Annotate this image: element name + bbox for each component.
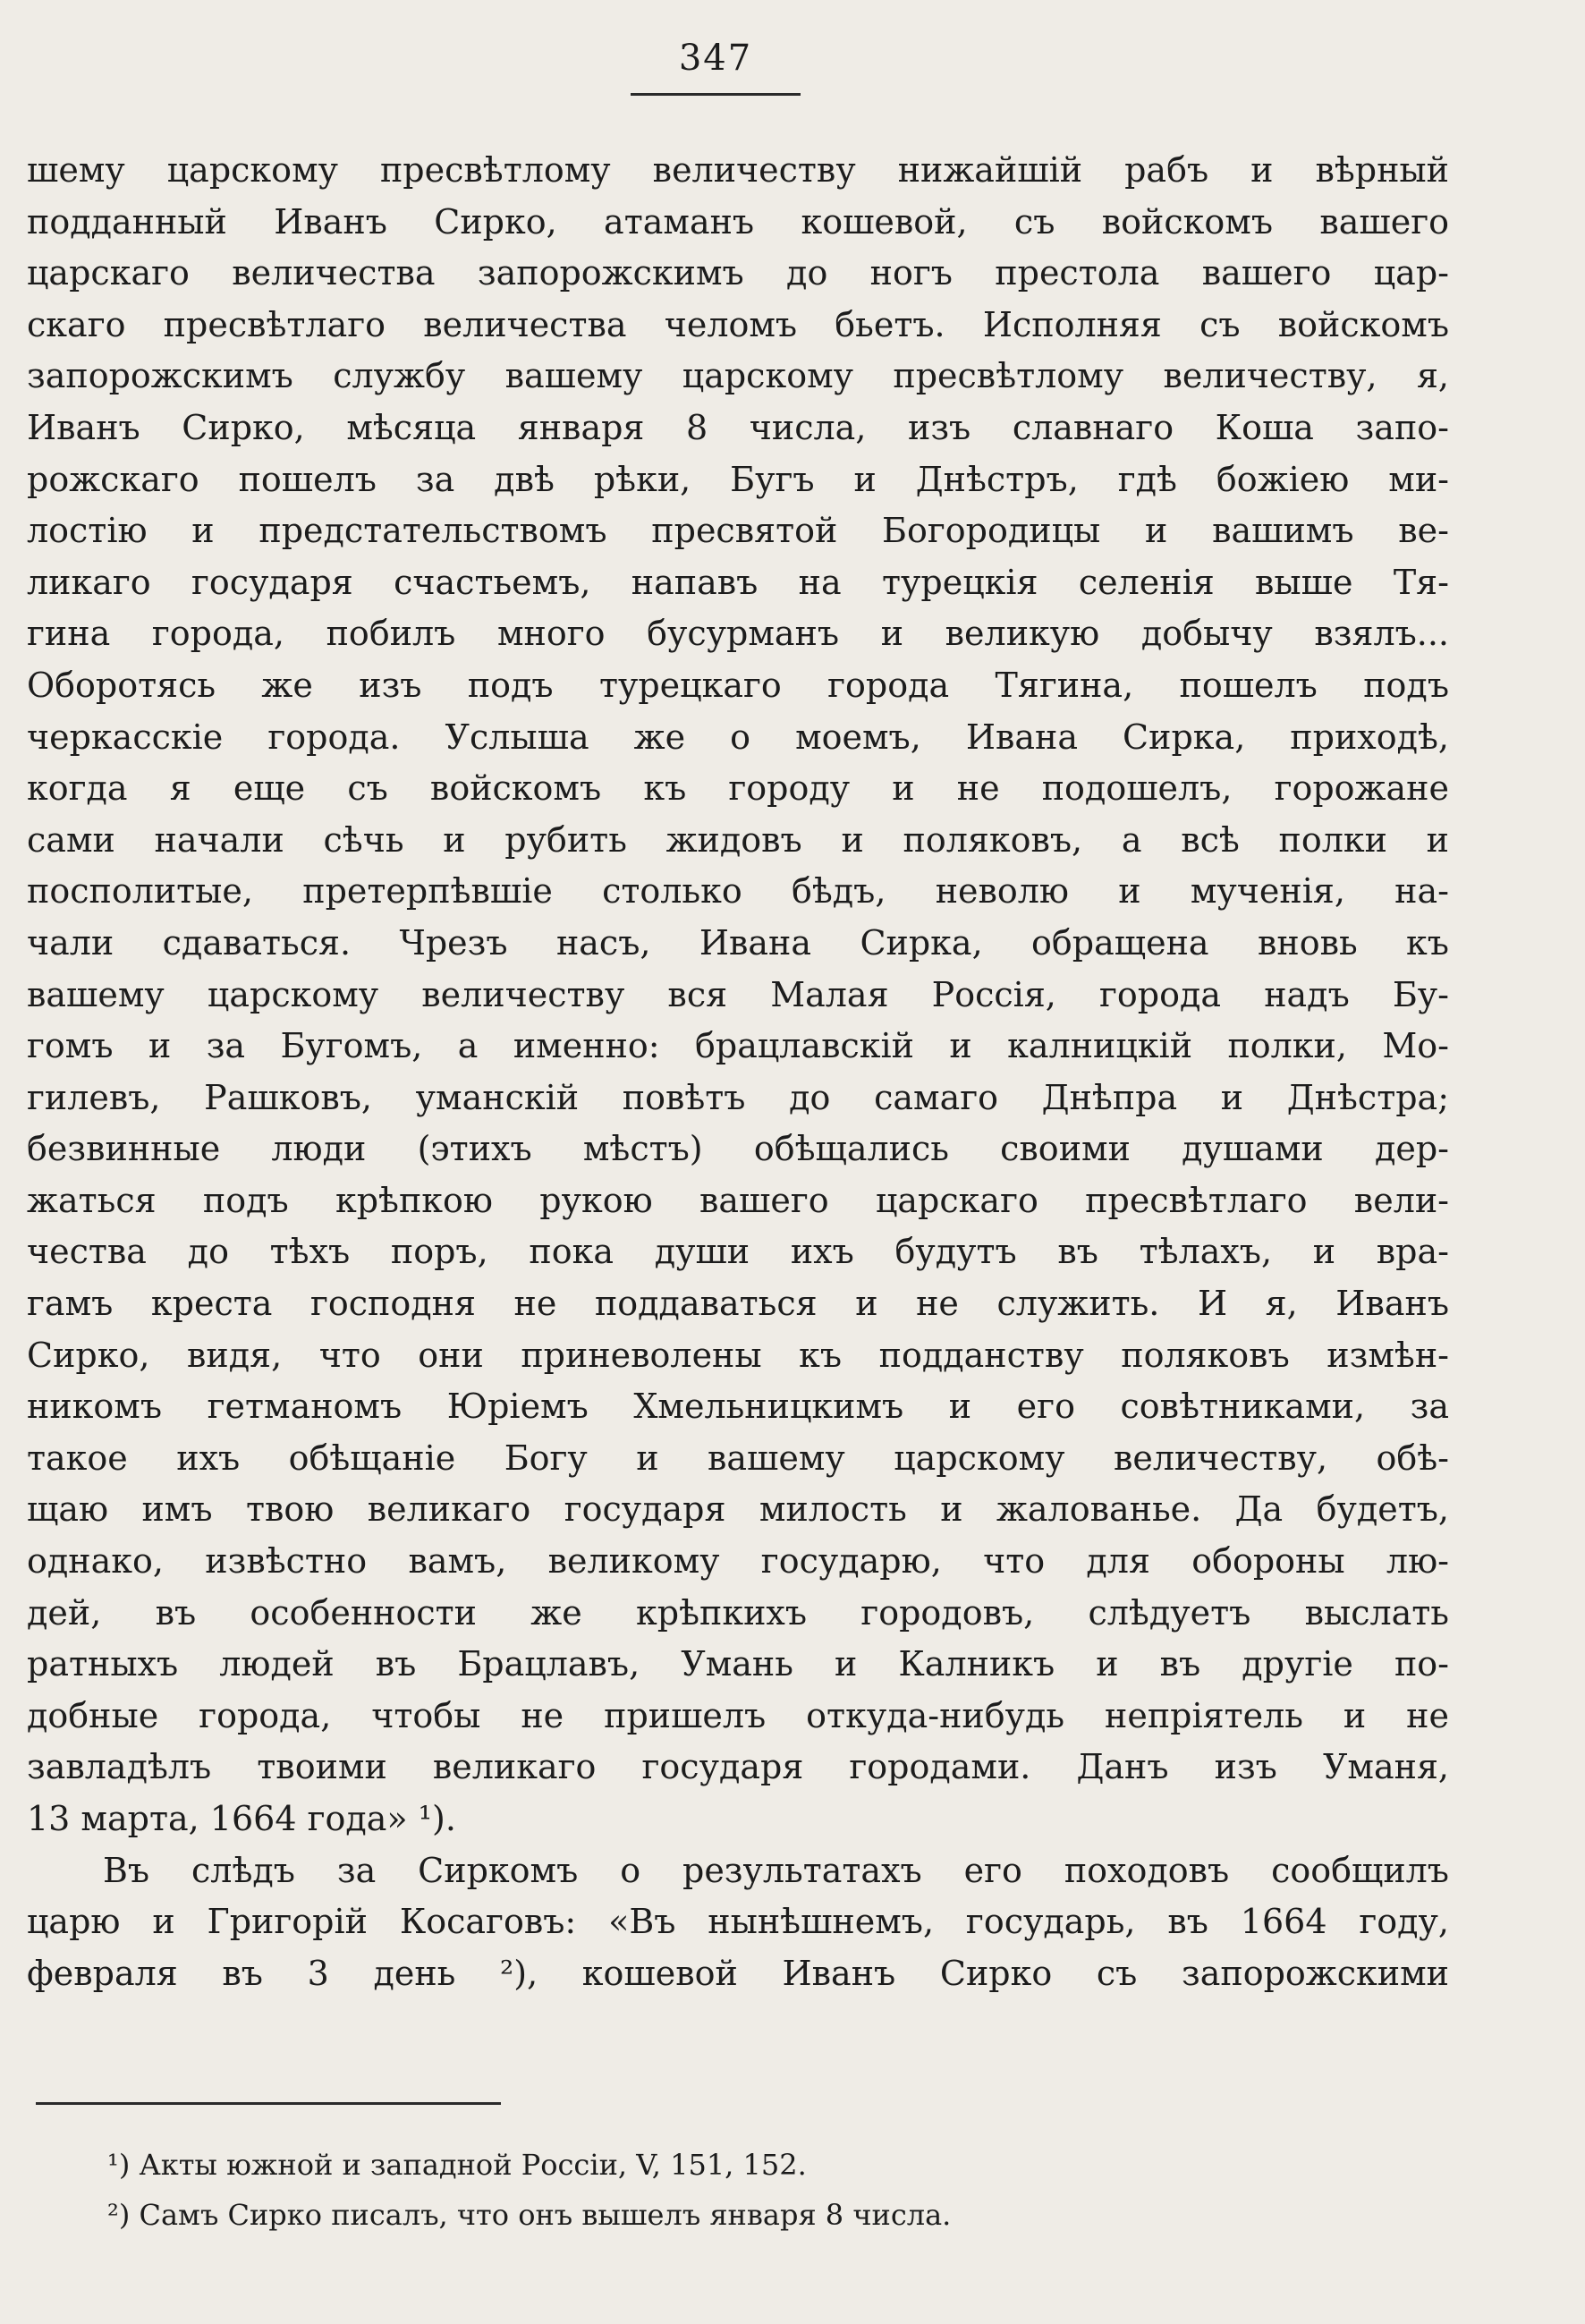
text-line: безвинные люди (этихъ мѣстъ) обѣщались своими душами дер- [27, 1129, 1449, 1169]
text-line: вашему царскому величеству вся Малая Россія, города надъ Бу- [27, 974, 1449, 1014]
footnote: ²) Самъ Сирко писалъ, что онъ вышелъ января 8 числа. [107, 2198, 952, 2232]
text-line: шему царскому пресвѣтлому величеству нижайшій рабъ и вѣрный [27, 150, 1449, 190]
text-line: гилевъ, Рашковъ, уманскій повѣтъ до самаго Днѣпра и Днѣстра; [27, 1077, 1449, 1117]
text-line: ликаго государя счастьемъ, напавъ на турецкія селенія выше Тя- [27, 562, 1449, 602]
text-line: Оборотясь же изъ подъ турецкаго города Тягина, пошелъ подъ [27, 665, 1449, 705]
text-line: запорожскимъ службу вашему царскому пресвѣтлому величеству, я, [27, 356, 1449, 396]
text-line: гамъ креста господня не поддаваться и не служить. И я, Иванъ [27, 1284, 1449, 1324]
text-line: ратныхъ людей въ Брацлавъ, Умань и Калникъ и въ другіе по- [27, 1644, 1449, 1684]
text-line: сами начали сѣчь и рубить жидовъ и поляковъ, а всѣ полки и [27, 819, 1449, 860]
text-line: никомъ гетманомъ Юріемъ Хмельницкимъ и его совѣтниками, за [27, 1387, 1449, 1427]
footnote: ¹) Акты южной и западной Россіи, V, 151, 152. [107, 2148, 807, 2182]
text-line: Въ слѣдъ за Сиркомъ о результатахъ его походовъ сообщилъ [103, 1850, 1449, 1890]
header-rule [631, 93, 801, 96]
text-line: царю и Григорій Косаговъ: «Въ нынѣшнемъ, государь, въ 1664 году, [27, 1902, 1449, 1942]
text-line: Иванъ Сирко, мѣсяца января 8 числа, изъ славнаго Коша запо- [27, 407, 1449, 447]
text-line: рожскаго пошелъ за двѣ рѣки, Бугъ и Днѣстръ, гдѣ божіею ми- [27, 459, 1449, 499]
text-line: когда я еще съ войскомъ къ городу и не подошелъ, горожане [27, 768, 1449, 809]
text-line: скаго пресвѣтлаго величества челомъ бьетъ. Исполняя съ войскомъ [27, 304, 1449, 344]
text-line: посполитые, претерпѣвшіе столько бѣдъ, неволю и мученія, на- [27, 871, 1449, 912]
text-line: Сирко, видя, что они приневолены къ подданству поляковъ измѣн- [27, 1335, 1449, 1375]
text-line: гина города, побилъ много бусурманъ и великую добычу взялъ... [27, 614, 1449, 654]
page-number: 347 [678, 38, 753, 79]
text-line: царскаго величества запорожскимъ до ногъ престола вашего цар- [27, 253, 1449, 293]
text-line: дей, въ особенности же крѣпкихъ городовъ, слѣдуетъ выслать [27, 1592, 1449, 1633]
footnotes [107, 2140, 1270, 2240]
text-line: жаться подъ крѣпкою рукою вашего царскаго пресвѣтлаго вели- [27, 1180, 1449, 1220]
text-line: чали сдаваться. Чрезъ насъ, Ивана Сирка, обращена вновь къ [27, 922, 1449, 963]
text-line: щаю имъ твою великаго государя милость и жалованье. Да будетъ, [27, 1489, 1449, 1530]
text-line: февраля въ 3 день ²), кошевой Иванъ Сирко съ запорожскими [27, 1953, 1449, 1993]
text-line: добные города, чтобы не пришелъ откуда-нибудь непріятель и не [27, 1695, 1449, 1735]
text-line: такое ихъ обѣщаніе Богу и вашему царскому величеству, обѣ- [27, 1438, 1449, 1478]
text-line: чества до тѣхъ поръ, пока души ихъ будутъ въ тѣлахъ, и вра- [27, 1232, 1449, 1272]
text-line: однако, извѣстно вамъ, великому государю, что для обороны лю- [27, 1541, 1449, 1582]
text-line: подданный Иванъ Сирко, атаманъ кошевой, съ войскомъ вашего [27, 201, 1449, 242]
footnote-rule [36, 2102, 501, 2105]
body-text [27, 145, 1449, 1999]
text-line: гомъ и за Бугомъ, а именно: брацлавскій и калницкій полки, Мо- [27, 1026, 1449, 1066]
text-line: завладѣлъ твоими великаго государя городами. Данъ изъ Уманя, [27, 1747, 1449, 1787]
text-line: черкасскіе города. Услыша же о моемъ, Ивана Сирка, приходѣ, [27, 717, 1449, 757]
text-line: лостію и предстательствомъ пресвятой Богородицы и вашимъ ве- [27, 511, 1449, 551]
text-line: 13 марта, 1664 года» ¹). [27, 1799, 456, 1838]
